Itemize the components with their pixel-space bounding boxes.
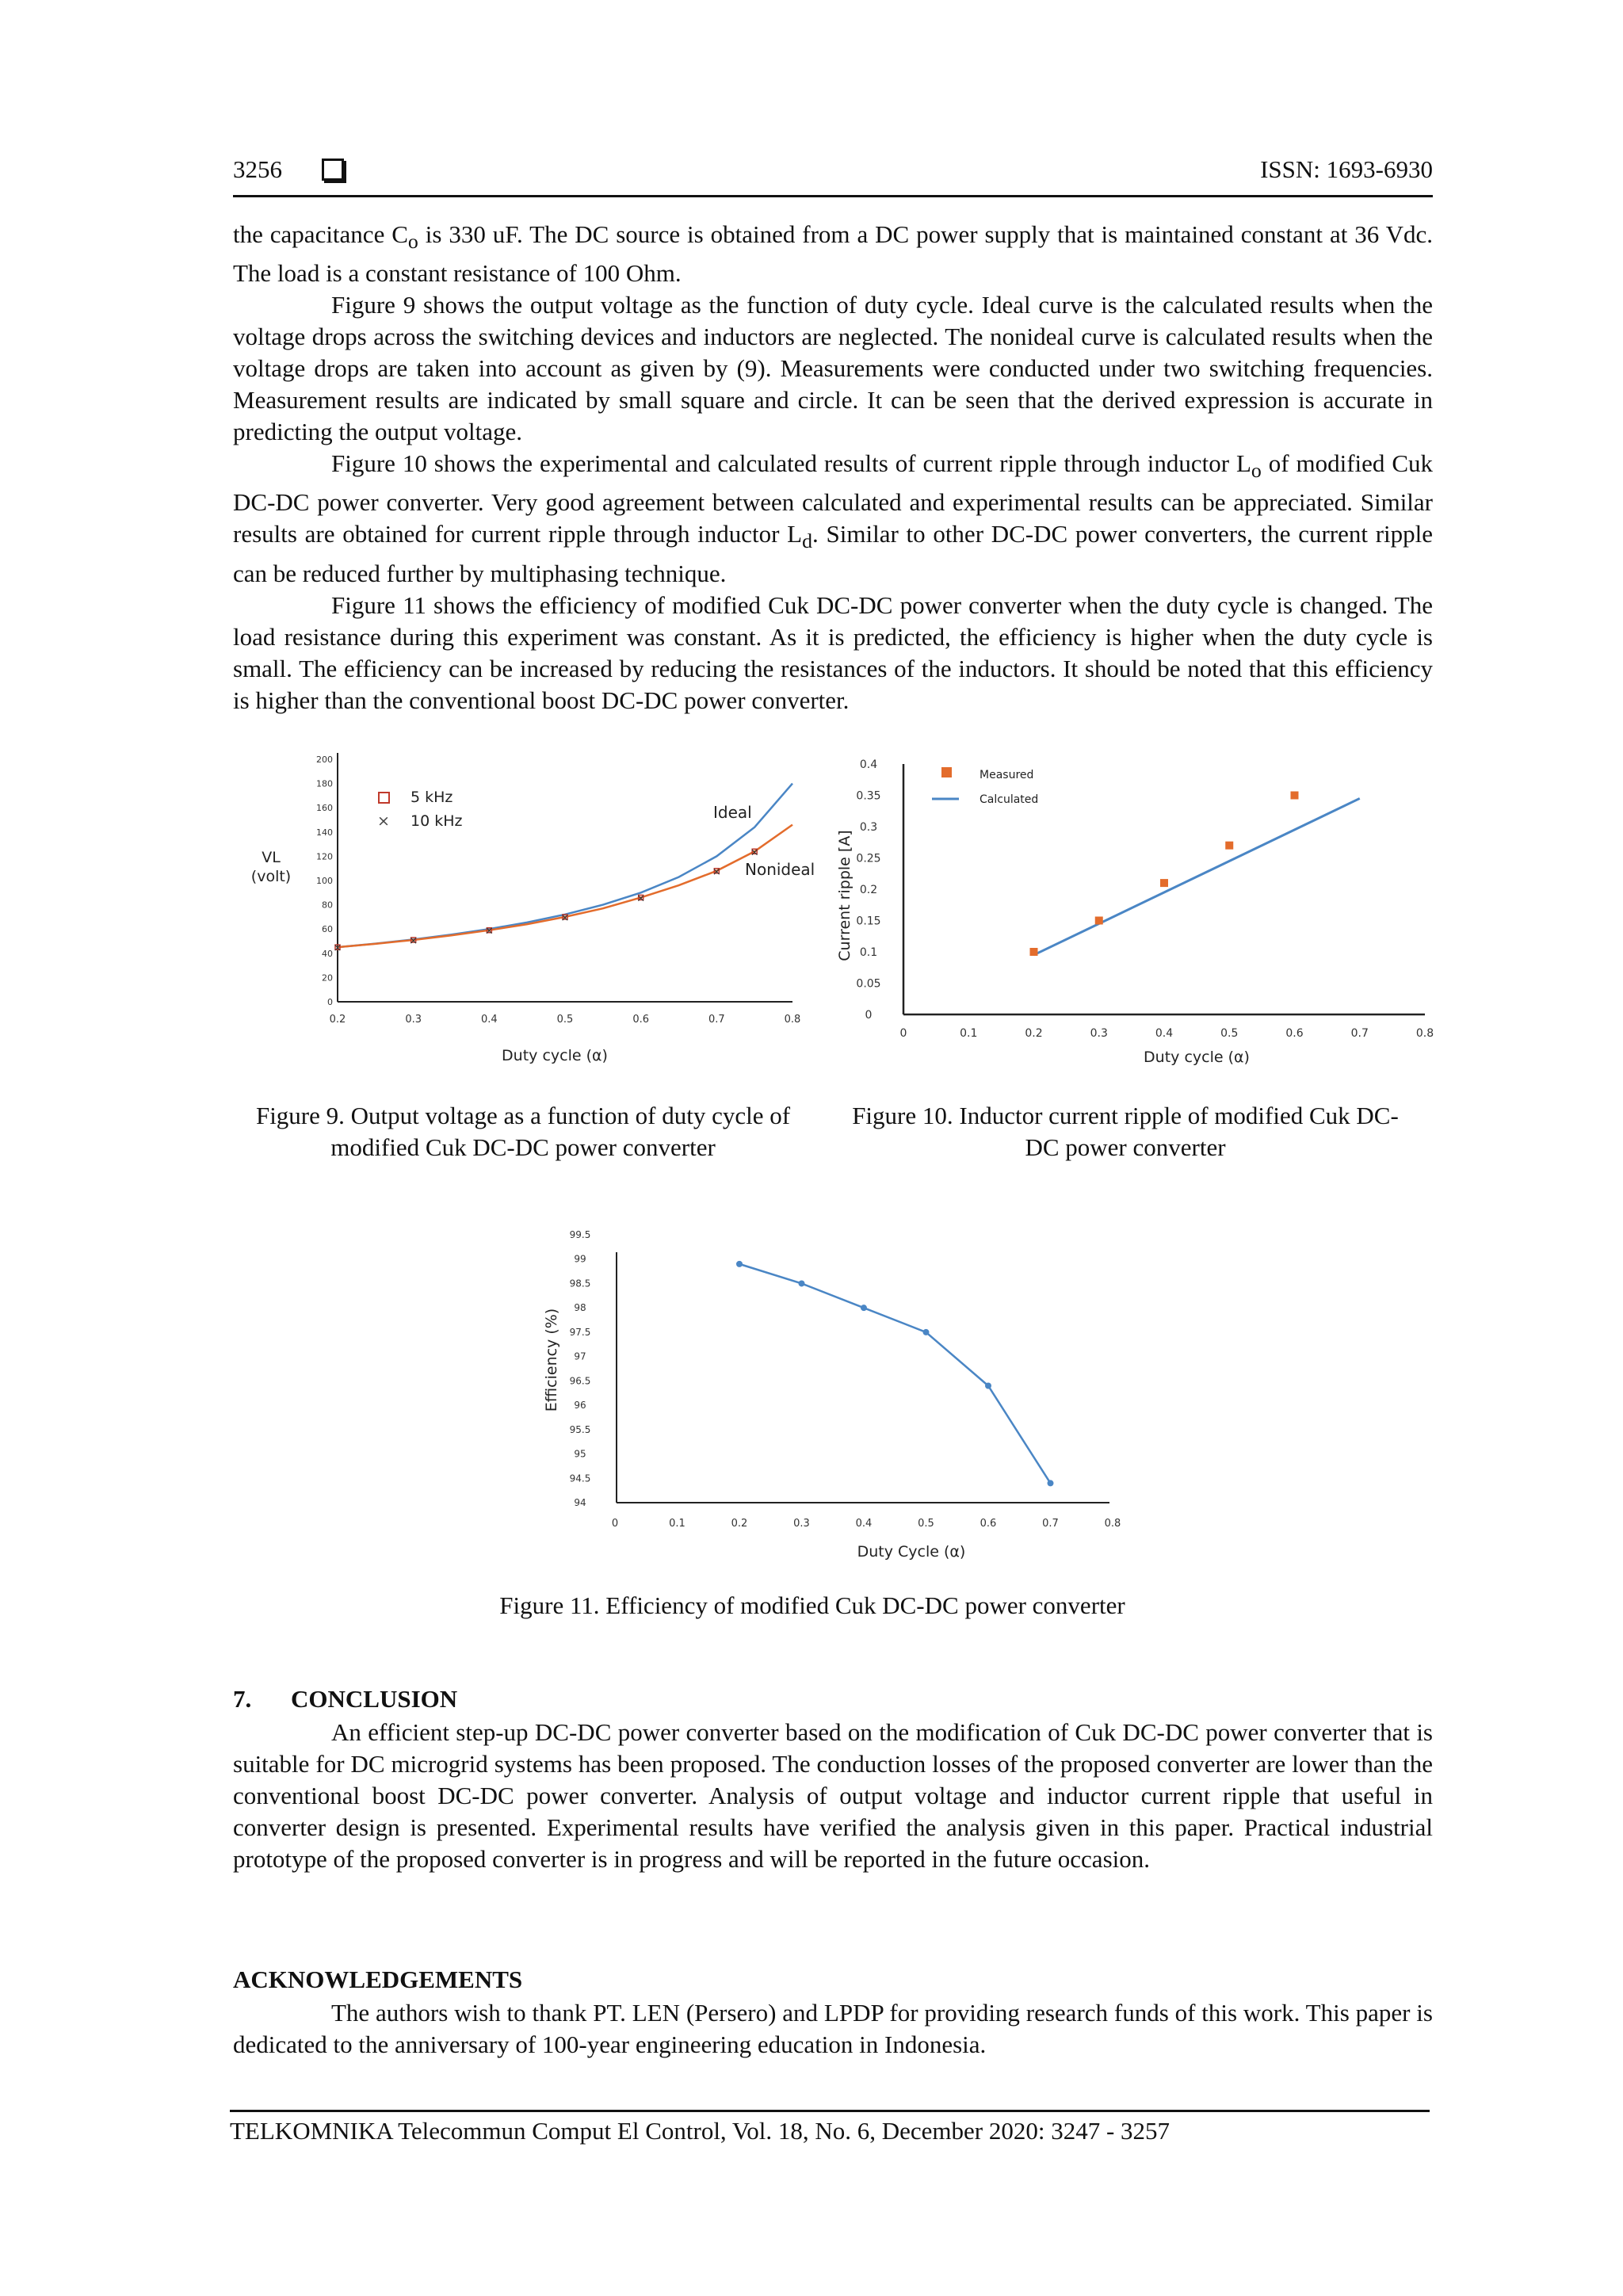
figure-11-caption: Figure 11. Efficiency of modified Cuk DC-DC power converter: [499, 1591, 1125, 1619]
data-point-10khz: ×: [560, 911, 570, 924]
data-point-measured: [1095, 917, 1103, 925]
data-point-measured: [1225, 842, 1233, 850]
paragraph: Figure 11 shows the efficiency of modified Cuk DC-DC power converter when the duty cycle is changed. The load resistance during this experiment was constant. As it is predicted, the efficiency is higher when the duty cycle is small. The efficiency can be increased by reducing the resistances of the inductors. It should be noted that this efficiency is higher than the conventional boost DC-DC power converter.: [233, 590, 1433, 714]
y-axis-label: VL: [262, 849, 281, 866]
legend-square-marker: [941, 767, 952, 777]
y-tick-label: 0.4: [859, 758, 878, 771]
y-tick-label: 94.5: [569, 1473, 591, 1484]
x-tick-label: 0: [611, 1518, 619, 1530]
x-tick-label: 0.7: [1350, 1027, 1369, 1040]
data-point-measured: [1030, 948, 1038, 956]
x-tick-label: 0.2: [731, 1518, 748, 1530]
x-tick-label: 0.1: [669, 1518, 685, 1530]
legend-label: Calculated: [980, 793, 1039, 806]
y-tick-label: 60: [322, 924, 333, 935]
data-point-efficiency: [985, 1383, 991, 1389]
page-header: [233, 155, 1433, 197]
data-point-10khz: ×: [484, 925, 494, 938]
section-number: 7.: [233, 1685, 252, 1713]
y-tick-label: 0.1: [859, 946, 878, 959]
y-tick-label: 80: [322, 900, 333, 911]
data-point-10khz: ×: [333, 942, 342, 955]
x-tick-label: 0.7: [1042, 1518, 1059, 1530]
paragraph: Figure 9 shows the output voltage as the function of duty cycle. Ideal curve is the calculated results when the voltage drops across the switching devices and inductors are neglected. The nonideal curve is calculated results when the voltage drops are taken into account as given by (9). Measurements were conducted under two switching frequencies. Measurement results are indicated by small square and circle. It can be seen that the derived expression is accurate in predicting the output voltage.: [233, 291, 1433, 446]
paragraph: Figure 10 shows the experimental and calculated results of current ripple through inductor $L_o$ of modified Cuk DC-DC power converter. Very good agreement between calculated and experimental results can be appreciated. Similar results are obtained for current ripple through inductor $L_d$. Similar to other DC-DC power converters, the current ripple can be reduced further by multiphasing technique.: [233, 449, 1434, 587]
y-tick-label: 180: [316, 778, 333, 789]
x-tick-label: 0.6: [1285, 1027, 1304, 1040]
y-tick-label: 140: [316, 827, 333, 838]
data-point-measured: [1291, 792, 1299, 800]
legend-x-marker: ×: [377, 812, 390, 830]
x-tick-label: 0.3: [405, 1014, 422, 1026]
legend-label: 5 kHz: [411, 789, 453, 806]
y-tick-label: 0.25: [856, 852, 881, 865]
y-tick-label: 94: [574, 1497, 586, 1508]
x-tick-label: 0.5: [918, 1518, 934, 1530]
acknowledgements-heading: ACKNOWLEDGEMENTS: [233, 1966, 523, 1993]
figure-11-chart: [531, 1221, 1133, 1569]
y-axis-label: (volt): [250, 868, 292, 885]
y-tick-label: 0: [327, 997, 333, 1007]
y-tick-label: 20: [322, 972, 333, 984]
y-tick-label: 200: [316, 755, 333, 765]
series-line-nonideal: [338, 825, 792, 948]
y-tick-label: 99: [574, 1253, 586, 1265]
y-tick-label: 160: [316, 803, 333, 814]
paragraph: The authors wish to thank PT. LEN (Persero) and LPDP for providing research funds of this work. This paper is dedicated to the anniversary of 100-year engineering education in Indonesia.: [233, 1999, 1433, 2058]
series-line-calculated: [1034, 798, 1360, 954]
x-tick-label: 0.8: [784, 1014, 801, 1026]
page-footer: TELKOMNIKA Telecommun Comput El Control, Vol. 18, No. 6, December 2020: 3247 - 3257: [230, 2110, 1430, 2145]
data-point-10khz: ×: [750, 846, 759, 859]
data-point-efficiency: [799, 1280, 805, 1286]
x-tick-label: 0.8: [1104, 1518, 1121, 1530]
data-point-efficiency: [861, 1305, 867, 1311]
y-tick-label: 100: [316, 876, 333, 886]
y-tick-label: 0.15: [856, 915, 881, 928]
y-tick-label: 96.5: [569, 1375, 591, 1387]
x-tick-label: 0.5: [556, 1014, 574, 1026]
x-tick-label: 0.7: [708, 1014, 725, 1026]
data-point-10khz: ×: [636, 892, 646, 905]
x-axis-label: Duty Cycle (α): [857, 1543, 966, 1561]
figure-10-caption: Figure 10. Inductor current ripple of modified Cuk DC-DC power converter: [852, 1102, 1399, 1161]
x-tick-label: 0.4: [1155, 1027, 1174, 1040]
paragraph: the capacitance $C_o$ is 330 uF. The DC source is obtained from a DC power supply that is maintained constant at 36 Vdc. The load is a constant resistance of 100 Ohm.: [233, 220, 1433, 288]
data-point-10khz: ×: [409, 934, 418, 947]
x-tick-label: 0.4: [855, 1518, 873, 1530]
section-title: CONCLUSION: [291, 1685, 458, 1713]
x-tick-label: 0.8: [1415, 1027, 1434, 1040]
data-point-efficiency: [1048, 1480, 1054, 1486]
y-tick-label: 40: [322, 948, 333, 959]
x-tick-label: 0.4: [480, 1014, 498, 1026]
figure-9-chart: [238, 745, 824, 1078]
x-axis-label: Duty cycle (α): [1144, 1049, 1250, 1066]
y-tick-label: 120: [316, 851, 333, 862]
body-text: [233, 219, 1433, 716]
x-tick-label: 0.6: [980, 1518, 997, 1530]
figure-9-caption: Figure 9. Output voltage as a function of duty cycle of modified Cuk DC-DC power converter: [255, 1102, 791, 1161]
y-tick-label: 99.5: [569, 1229, 591, 1240]
y-tick-label: 0.3: [859, 821, 878, 834]
y-tick-label: 97: [574, 1350, 586, 1362]
data-point-measured: [1160, 879, 1168, 887]
data-point-10khz: ×: [712, 865, 721, 878]
legend-label: 10 kHz: [411, 812, 463, 830]
legend-square-marker: [379, 793, 389, 803]
conclusion-text: [233, 1717, 1433, 1875]
x-tick-label: 0: [899, 1027, 907, 1040]
series-line-efficiency: [739, 1264, 1051, 1484]
y-tick-label: 0.35: [856, 789, 881, 803]
x-tick-label: 0.3: [1090, 1027, 1108, 1040]
figure-10-chart: [832, 745, 1434, 1078]
data-point-efficiency: [923, 1329, 930, 1335]
page-number: 3256: [233, 155, 282, 183]
y-tick-label: 98.5: [569, 1278, 591, 1289]
x-tick-label: 0.5: [1220, 1027, 1239, 1040]
paragraph: An efficient step-up DC-DC power converter based on the modification of Cuk DC-DC power converter that is suitable for DC microgrid systems has been proposed. The conduction losses of the proposed converter are lower than the conventional boost DC-DC power converter. Analysis of output voltage and inductor current ripple that useful in converter design is presented. Experimental results have verified the analysis given in this paper. Practical industrial prototype of the proposed converter is in progress and will be reported in the future occasion.: [233, 1718, 1433, 1873]
issn-label: ISSN: 1693-6930: [1260, 155, 1433, 183]
y-tick-label: 96: [574, 1400, 586, 1412]
y-tick-label: 0.05: [856, 977, 881, 991]
y-tick-label: 95.5: [569, 1423, 591, 1435]
square-bullet-icon: [322, 159, 344, 181]
y-tick-label: 97.5: [569, 1326, 591, 1338]
y-axis-label: Current ripple [A]: [836, 830, 854, 961]
legend-label: Measured: [980, 769, 1034, 781]
curve-annotation: Ideal: [713, 803, 752, 822]
y-axis-label: Efficiency (%): [543, 1308, 560, 1412]
x-tick-label: 0.2: [1025, 1027, 1043, 1040]
x-tick-label: 0.3: [793, 1518, 810, 1530]
y-tick-label: 95: [574, 1448, 586, 1460]
x-axis-label: Duty cycle (α): [502, 1047, 608, 1064]
y-tick-label: 0: [865, 1009, 873, 1022]
data-point-efficiency: [736, 1261, 743, 1267]
x-tick-label: 0.2: [329, 1014, 346, 1026]
y-tick-label: 98: [574, 1302, 586, 1314]
x-tick-label: 0.1: [960, 1027, 978, 1040]
curve-annotation: Nonideal: [745, 860, 815, 879]
acknowledgements-text: [233, 1997, 1433, 2061]
conclusion-heading: [233, 1685, 457, 1713]
y-tick-label: 0.2: [859, 884, 878, 896]
x-tick-label: 0.6: [632, 1014, 650, 1026]
